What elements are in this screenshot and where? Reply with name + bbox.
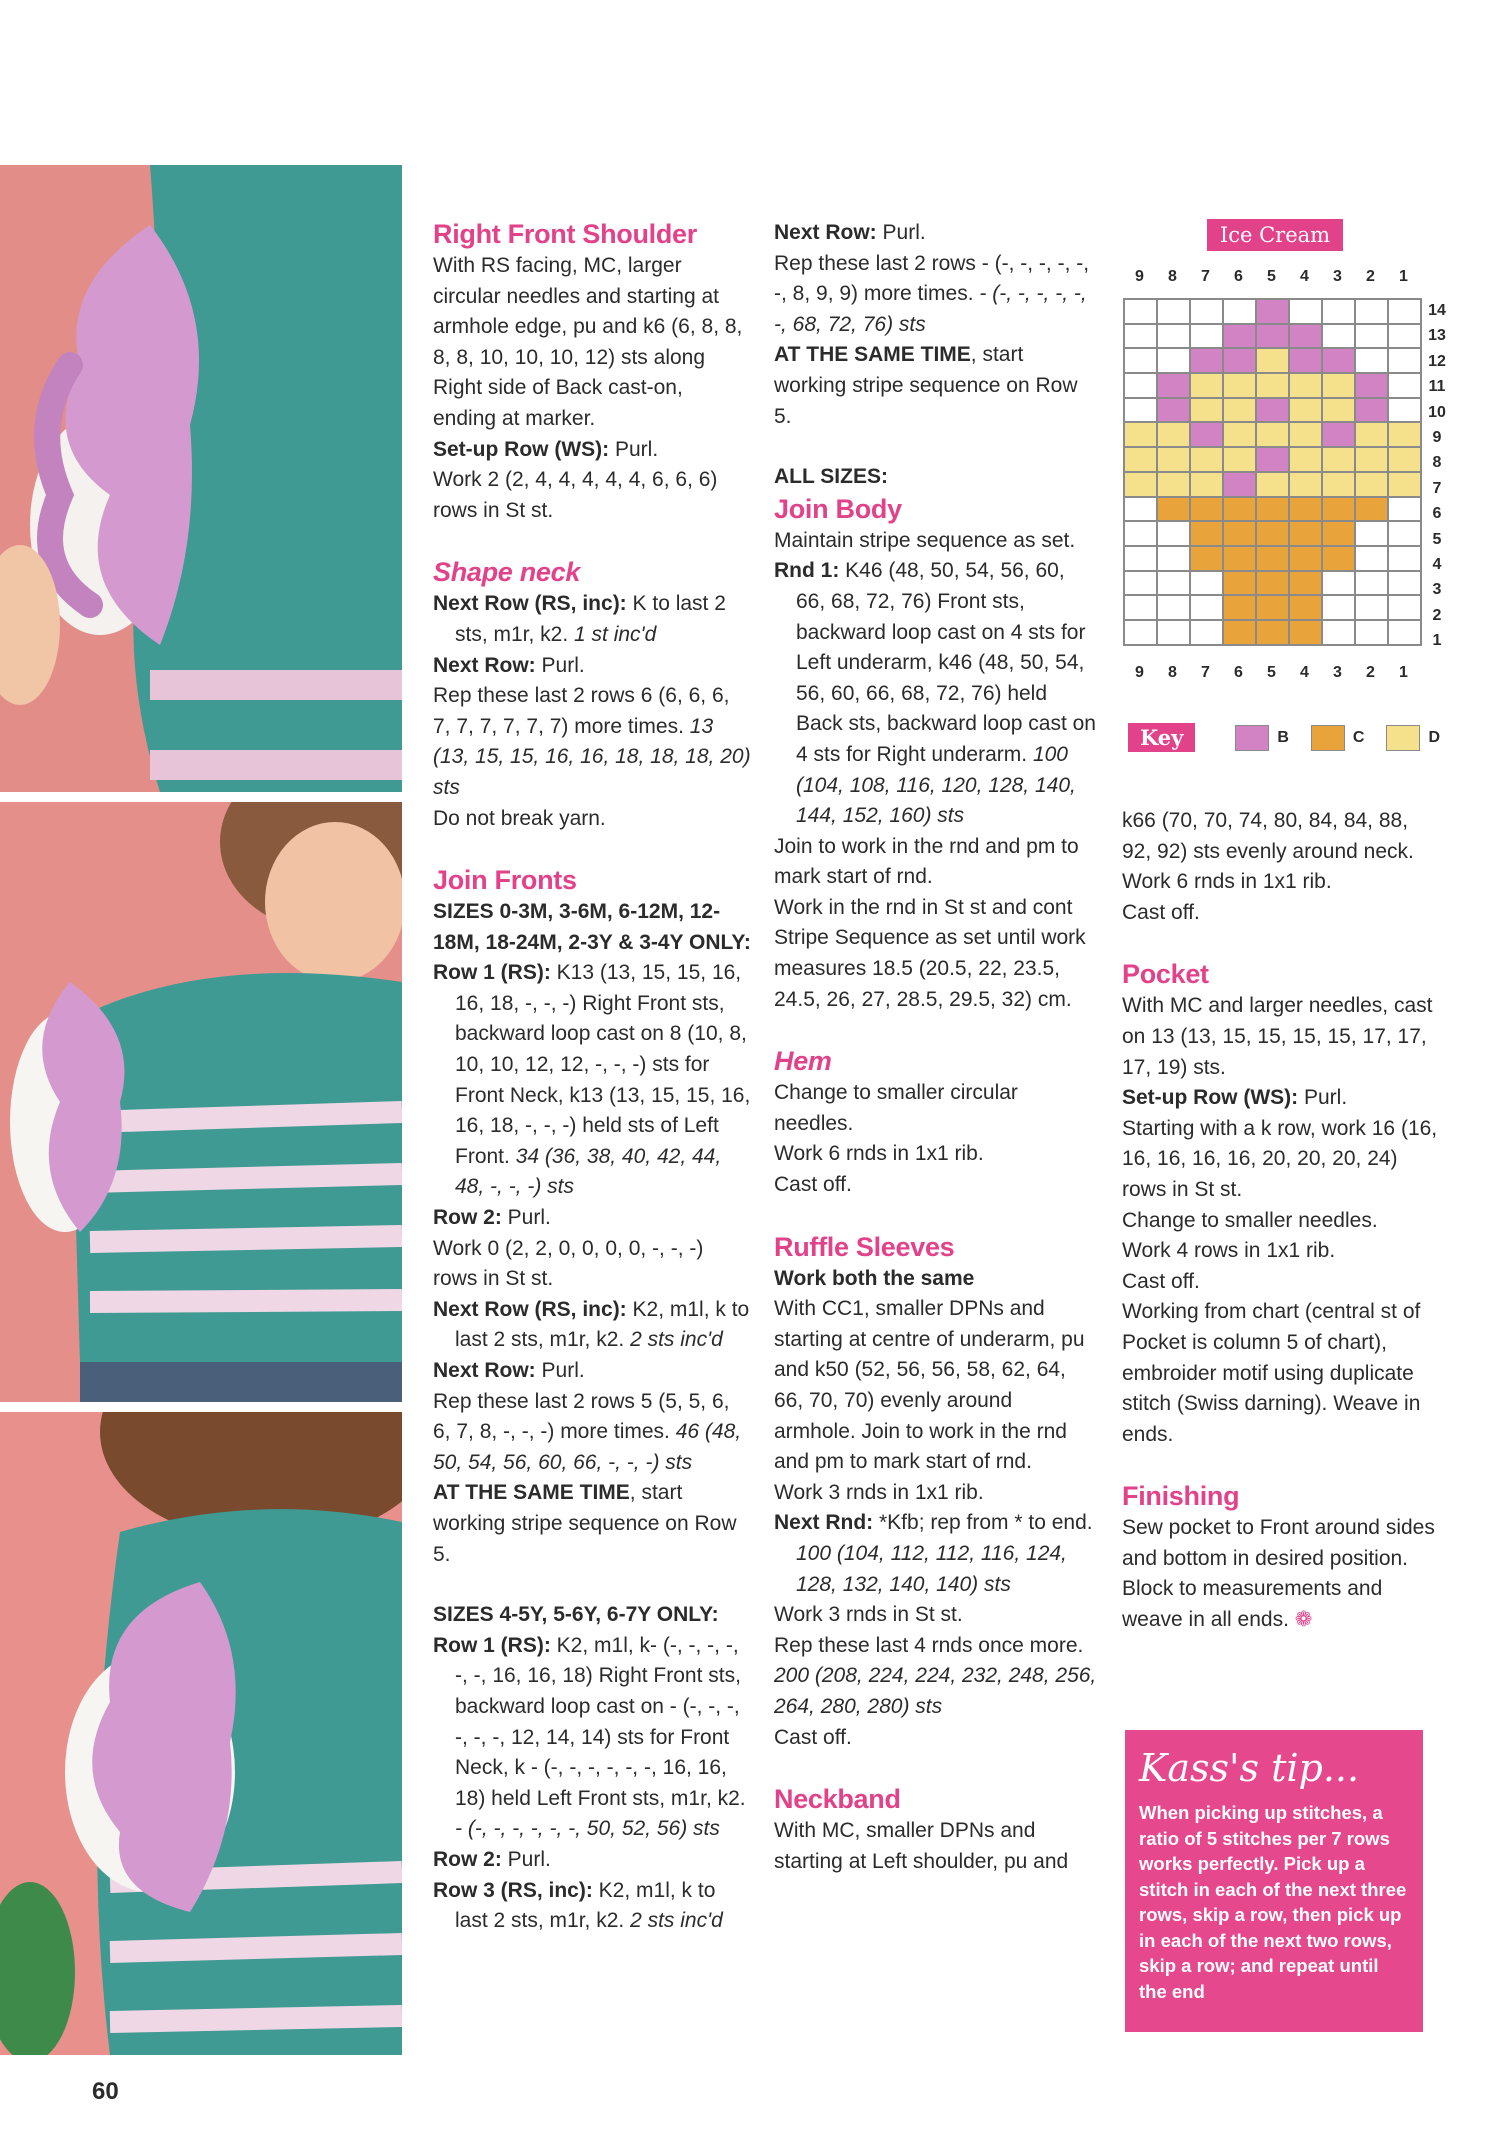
chart-column-number: 7 [1201, 664, 1210, 681]
chart-cell [1190, 398, 1223, 423]
heading-neckband: Neckband [774, 1784, 901, 1815]
instruction-row: Next Rnd: *Kfb; rep from * to end. 100 (104, 112, 112, 116, 124, 128, 132, 140, 140) sts [774, 1511, 1093, 1596]
chart-cell [1289, 373, 1322, 398]
swatch-c [1311, 725, 1345, 751]
key-item-d: D [1386, 725, 1440, 751]
chart-cell [1124, 521, 1157, 546]
paragraph: Work 6 rnds in 1x1 rib. [1122, 870, 1332, 894]
paragraph: Rep these last 4 rnds once more. 200 (208, 224, 224, 232, 248, 256, 264, 280, 280) sts [774, 1633, 1097, 1718]
setup-row: Set-up Row (WS): Purl. [433, 437, 659, 461]
setup-row: Set-up Row (WS): Purl. [1122, 1086, 1348, 1110]
chart-cell [1223, 422, 1256, 447]
chart-cell [1124, 546, 1157, 571]
chart-column-number: 1 [1399, 664, 1408, 681]
heading-join-body: Join Body [774, 493, 902, 524]
chart-cell [1355, 546, 1388, 571]
chart-column-number: 9 [1135, 268, 1144, 285]
chart-cell [1322, 521, 1355, 546]
chart-cell [1355, 571, 1388, 596]
paragraph: Join to work in the rnd and pm to mark start of rnd. [774, 834, 1079, 889]
chart-cell [1124, 324, 1157, 349]
chart-cell [1124, 497, 1157, 522]
chart-column-number: 6 [1234, 268, 1243, 285]
chart-row-number: 12 [1428, 352, 1446, 370]
instruction-row: Row 1 (RS): K2, m1l, k- (-, -, -, -, -, -, 16, 16, 18) Right Front sts, backward loop cast on - (-, -, -, -, -, -, 12, 14, 14) sts for Front Neck, k - (-, -, -, -, -, -, 16, 16, 18) held Left Front sts, m1r, k2. - (-, -, -, -, -, -, 50, 52, 56) sts [433, 1633, 746, 1841]
swatch-b [1235, 725, 1269, 751]
chart-cell [1355, 472, 1388, 497]
chart-cell [1157, 398, 1190, 423]
chart-cell [1157, 447, 1190, 472]
chart-cell [1190, 620, 1223, 645]
chart-cell [1355, 324, 1388, 349]
paragraph: Sew pocket to Front around sides and bottom in desired position. Block to measurements and weave in all ends. ❁ [1122, 1516, 1435, 1632]
chart-cell [1223, 472, 1256, 497]
paragraph: Maintain stripe sequence as set. [774, 528, 1076, 552]
paragraph: Work 3 rnds in St st. [774, 1603, 963, 1627]
chart-cell [1223, 348, 1256, 373]
instruction-row: Next Row (RS, inc): K to last 2 sts, m1r, k2. 1 st inc'd [433, 592, 726, 646]
instruction-row: Rnd 1: K46 (48, 50, 54, 56, 60, 66, 68, 72, 76) Front sts, backward loop cast on 4 sts for Left underarm, k46 (48, 50, 54, 56, 60, 66, 68, 72, 76) held Back sts, backward loop cast on 4 sts for Right underarm. 100 (104, 108, 116, 120, 128, 140, 144, 152, 160) sts [774, 559, 1096, 828]
chart-cell [1322, 497, 1355, 522]
chart-column-number: 1 [1399, 268, 1408, 285]
chart-cell [1157, 348, 1190, 373]
paragraph: AT THE SAME TIME, start working stripe sequence on Row 5. [433, 1481, 737, 1566]
chart-cell [1289, 472, 1322, 497]
swatch-d [1386, 725, 1420, 751]
chart-cell [1190, 324, 1223, 349]
chart-cell [1223, 398, 1256, 423]
chart-cell [1322, 422, 1355, 447]
ice-cream-chart [1123, 298, 1422, 646]
chart-column-number: 5 [1267, 664, 1276, 681]
chart-cell [1355, 447, 1388, 472]
chart-cell [1223, 497, 1256, 522]
chart-cell [1190, 546, 1223, 571]
heading-finishing: Finishing [1122, 1481, 1240, 1512]
tip-box [1125, 1730, 1423, 2032]
chart-cell [1157, 521, 1190, 546]
chart-cell [1355, 497, 1388, 522]
chart-cell [1256, 595, 1289, 620]
chart-cell [1223, 299, 1256, 324]
chart-cell [1289, 299, 1322, 324]
chart-cell [1190, 472, 1223, 497]
chart-cell [1256, 398, 1289, 423]
paragraph: Change to smaller needles. [1122, 1208, 1378, 1232]
sizes-label: SIZES 0-3M, 3-6M, 6-12M, 12-18M, 18-24M, 2-3Y & 3-4Y ONLY: [433, 900, 751, 954]
chart-column-number: 4 [1300, 268, 1309, 285]
chart-cell [1388, 497, 1421, 522]
chart-column-number: 2 [1366, 664, 1375, 681]
chart-key [1128, 723, 1454, 752]
chart-cell [1256, 422, 1289, 447]
heading-hem: Hem [774, 1046, 832, 1077]
paragraph: Work 2 (2, 4, 4, 4, 4, 4, 6, 6, 6) rows in St st. [433, 468, 718, 522]
chart-row-number: 6 [1432, 505, 1442, 523]
paragraph: Rep these last 2 rows 6 (6, 6, 6, 7, 7, 7, 7, 7, 7) more times. 13 (13, 15, 15, 16, 16, 18, 18, 18, 20) sts [433, 684, 751, 799]
column-2 [774, 218, 1099, 1877]
chart-column-number: 8 [1168, 664, 1177, 681]
chart-cell [1157, 373, 1190, 398]
chart-row-number: 13 [1428, 327, 1446, 345]
chart-column-number: 2 [1366, 268, 1375, 285]
chart-cell [1157, 620, 1190, 645]
paragraph: AT THE SAME TIME, start working stripe sequence on Row 5. [774, 343, 1078, 428]
chart-cell [1289, 422, 1322, 447]
chart-cell [1355, 620, 1388, 645]
chart-title: Ice Cream [1207, 219, 1343, 251]
chart-row-number: 2 [1432, 606, 1442, 624]
chart-row-number: 11 [1428, 378, 1446, 396]
chart-column-numbers [1123, 664, 1420, 682]
chart-cell [1223, 546, 1256, 571]
chart-cell [1388, 595, 1421, 620]
paragraph: Working from chart (central st of Pocket is column 5 of chart), embroider motif using duplicate stitch (Swiss darning). Weave in ends. [1122, 1300, 1421, 1446]
chart-cell [1190, 521, 1223, 546]
chart-cell [1157, 546, 1190, 571]
chart-cell [1124, 595, 1157, 620]
chart-column-number: 6 [1234, 664, 1243, 681]
chart-cell [1388, 620, 1421, 645]
chart-cell [1157, 422, 1190, 447]
paragraph: Cast off. [774, 1725, 852, 1749]
chart-cell [1289, 447, 1322, 472]
chart-cell [1190, 595, 1223, 620]
chart-cell [1256, 373, 1289, 398]
chart-cell [1388, 324, 1421, 349]
key-title: Key [1128, 723, 1195, 752]
chart-cell [1322, 595, 1355, 620]
instruction-row: Row 1 (RS): K13 (13, 15, 15, 16, 16, 18, -, -, -) Right Front sts, backward loop cast on 8 (10, 8, 10, 10, 12, 12, -, -, -) sts for Front Neck, k13 (13, 15, 15, 16, 16, 18, -, -, -) held sts of Left Front. 34 (36, 38, 40, 42, 44, 48, -, -, -) sts [433, 961, 751, 1199]
paragraph: Change to smaller circular needles. [774, 1081, 1018, 1135]
chart-cell [1157, 571, 1190, 596]
chart-cell [1124, 447, 1157, 472]
heading-pocket: Pocket [1122, 959, 1209, 990]
chart-cell [1157, 472, 1190, 497]
photo-strip [0, 165, 402, 2055]
chart-row-number: 9 [1432, 429, 1442, 447]
chart-cell [1124, 422, 1157, 447]
chart-row-number: 10 [1428, 403, 1446, 421]
chart-cell [1388, 521, 1421, 546]
paragraph: Work 4 rows in 1x1 rib. [1122, 1239, 1336, 1263]
chart-cell [1256, 620, 1289, 645]
chart-cell [1388, 373, 1421, 398]
paragraph: Rep these last 2 rows 5 (5, 5, 6, 6, 7, 8, -, -, -) more times. 46 (48, 50, 54, 56, 60, 66, -, -, -) sts [433, 1389, 742, 1474]
chart-column-number: 3 [1333, 268, 1342, 285]
chart-cell [1388, 571, 1421, 596]
column-3 [1122, 806, 1442, 1636]
chart-cell [1223, 620, 1256, 645]
chart-cell [1322, 472, 1355, 497]
instruction-row: Next Row (RS, inc): K2, m1l, k to last 2 sts, m1r, k2. 2 sts inc'd [433, 1297, 750, 1352]
chart-column-number: 9 [1135, 664, 1144, 681]
chart-cell [1256, 447, 1289, 472]
chart-cell [1322, 398, 1355, 423]
photo-side-view [0, 1412, 402, 2055]
chart-cell [1355, 595, 1388, 620]
chart-cell [1124, 472, 1157, 497]
chart-cell [1289, 620, 1322, 645]
chart-row-number: 7 [1432, 479, 1442, 497]
instruction-row: Next Row: Purl. [433, 1359, 585, 1382]
chart-row-number: 5 [1432, 530, 1442, 548]
chart-cell [1190, 348, 1223, 373]
chart-cell [1289, 571, 1322, 596]
chart-column-number: 5 [1267, 268, 1276, 285]
chart-row-number: 3 [1432, 581, 1442, 599]
paragraph: Cast off. [1122, 900, 1200, 924]
chart-cell [1223, 595, 1256, 620]
chart-cell [1190, 422, 1223, 447]
heading-ruffle-sleeves: Ruffle Sleeves [774, 1231, 955, 1262]
chart-cell [1388, 422, 1421, 447]
chart-cell [1388, 447, 1421, 472]
chart-cell [1157, 595, 1190, 620]
chart-cell [1223, 521, 1256, 546]
chart-cell [1190, 299, 1223, 324]
instruction-row: Row 2: Purl. [433, 1206, 551, 1230]
chart-cell [1256, 348, 1289, 373]
paragraph: With MC and larger needles, cast on 13 (13, 15, 15, 15, 15, 17, 17, 17, 19) sts. [1122, 994, 1433, 1079]
chart-cell [1388, 299, 1421, 324]
paragraph: Work in the rnd in St st and cont Stripe Sequence as set until work measures 18.5 (20.5, 22, 23.5, 24.5, 26, 27, 28.5, 29.5, 32) cm. [774, 895, 1086, 1011]
key-item-c: C [1311, 725, 1365, 751]
chart-cell [1256, 324, 1289, 349]
chart-cell [1355, 398, 1388, 423]
chart-cell [1157, 497, 1190, 522]
chart-row-number: 4 [1432, 556, 1442, 574]
paragraph: With MC, smaller DPNs and starting at Left shoulder, pu and [774, 1819, 1069, 1873]
chart-cell [1322, 546, 1355, 571]
chart-cell [1289, 324, 1322, 349]
paragraph: Starting with a k row, work 16 (16, 16, 16, 16, 16, 20, 20, 20, 24) rows in St st. [1122, 1116, 1438, 1201]
tip-title: Kass's tip... [1139, 1746, 1360, 1790]
tip-body: When picking up stitches, a ratio of 5 stitches per 7 rows works perfectly. Pick up a stitch in each of the next three rows, skip a row, then pick up in each of the next two rows, skip a row; and repeat until the end [1139, 1802, 1407, 2002]
chart-cell [1256, 472, 1289, 497]
chart-cell [1157, 299, 1190, 324]
chart-cell [1289, 497, 1322, 522]
chart-column-number: 7 [1201, 268, 1210, 285]
instruction-row: Row 2: Purl. [433, 1847, 551, 1871]
chart-cell [1355, 422, 1388, 447]
chart-cell [1322, 571, 1355, 596]
chart-cell [1124, 398, 1157, 423]
paragraph: With RS facing, MC, larger circular needles and starting at armhole edge, pu and k6 (6, 8, 8, 8, 8, 10, 10, 10, 12) sts along Right side of Back cast-on, ending at marker. [433, 254, 743, 430]
chart-column-number: 8 [1168, 268, 1177, 285]
chart-cell [1322, 373, 1355, 398]
chart-cell [1355, 373, 1388, 398]
chart-cell [1124, 571, 1157, 596]
paragraph: Cast off. [1122, 1269, 1200, 1293]
photo-child-wearing-top [0, 792, 402, 1412]
chart-cell [1223, 324, 1256, 349]
paragraph: Cast off. [774, 1173, 852, 1197]
chart-cell [1190, 447, 1223, 472]
chart-cell [1388, 546, 1421, 571]
chart-cell [1256, 299, 1289, 324]
chart-cell [1289, 348, 1322, 373]
instruction-row: Row 3 (RS, inc): K2, m1l, k to last 2 sts, m1r, k2. 2 sts inc'd [433, 1878, 723, 1933]
heading-shape-neck: Shape neck [433, 557, 581, 588]
heading-join-fronts: Join Fronts [433, 865, 577, 896]
chart-cell [1388, 472, 1421, 497]
chart-cell [1124, 299, 1157, 324]
chart-cell [1322, 348, 1355, 373]
chart-cell [1289, 546, 1322, 571]
chart-cell [1124, 620, 1157, 645]
chart-row-number: 8 [1432, 454, 1442, 472]
chart-cell [1388, 398, 1421, 423]
chart-row-numbers [1425, 298, 1449, 654]
instruction-row: Next Row: Purl. [433, 653, 585, 677]
chart-cell [1256, 546, 1289, 571]
chart-cell [1322, 324, 1355, 349]
paragraph: Work 3 rnds in 1x1 rib. [774, 1480, 984, 1504]
paragraph: k66 (70, 70, 74, 80, 84, 84, 88, 92, 92) sts evenly around neck. [1122, 809, 1414, 863]
chart-cell [1190, 571, 1223, 596]
chart-cell [1322, 447, 1355, 472]
subheading: Work both the same [774, 1266, 975, 1290]
chart-cell [1223, 447, 1256, 472]
chart-cell [1256, 571, 1289, 596]
paragraph: Do not break yarn. [433, 806, 606, 830]
chart-cell [1355, 299, 1388, 324]
chart-cell [1157, 324, 1190, 349]
chart-cell [1124, 348, 1157, 373]
instruction-row: Next Row: Purl. [774, 221, 926, 244]
page-number: 60 [92, 2078, 119, 2105]
chart-cell [1355, 521, 1388, 546]
column-1 [433, 218, 751, 1937]
chart-cell [1223, 571, 1256, 596]
chart-cell [1223, 373, 1256, 398]
chart-cell [1124, 373, 1157, 398]
sizes-label: SIZES 4-5Y, 5-6Y, 6-7Y ONLY: [433, 1603, 719, 1627]
sizes-label: ALL SIZES: [774, 465, 888, 489]
paragraph: Work 0 (2, 2, 0, 0, 0, 0, -, -, -) rows in St st. [433, 1236, 704, 1291]
chart-column-number: 3 [1333, 664, 1342, 681]
chart-cell [1388, 348, 1421, 373]
chart-cell [1289, 521, 1322, 546]
chart-cell [1256, 521, 1289, 546]
heading-right-front-shoulder: Right Front Shoulder [433, 219, 697, 249]
chart-cell [1322, 620, 1355, 645]
chart-cell [1322, 299, 1355, 324]
chart-cell [1289, 595, 1322, 620]
chart-cell [1289, 398, 1322, 423]
chart-column-numbers [1123, 268, 1420, 286]
chart-cell [1355, 348, 1388, 373]
paragraph: With CC1, smaller DPNs and starting at centre of underarm, pu and k50 (52, 56, 56, 58, 62, 64, 66, 70, 70) evenly around armhole. Join to work in the rnd and pm to mark start of rnd. [774, 1297, 1085, 1474]
chart-cell [1256, 497, 1289, 522]
key-item-b: B [1235, 725, 1289, 751]
chart-row-number: 14 [1428, 302, 1446, 319]
paragraph: Rep these last 2 rows - (-, -, -, -, -, -, 8, 9, 9) more times. - (-, -, -, -, -, -, 68, 72, 76) sts [774, 251, 1090, 336]
chart-row-number: 1 [1432, 632, 1442, 650]
paragraph: Work 6 rnds in 1x1 rib. [774, 1142, 984, 1166]
chart-cell [1190, 497, 1223, 522]
end-mark-icon: ❁ [1294, 1608, 1313, 1632]
photo-sleeve-closeup [0, 165, 402, 792]
chart-column-number: 4 [1300, 664, 1309, 681]
chart-cell [1190, 373, 1223, 398]
